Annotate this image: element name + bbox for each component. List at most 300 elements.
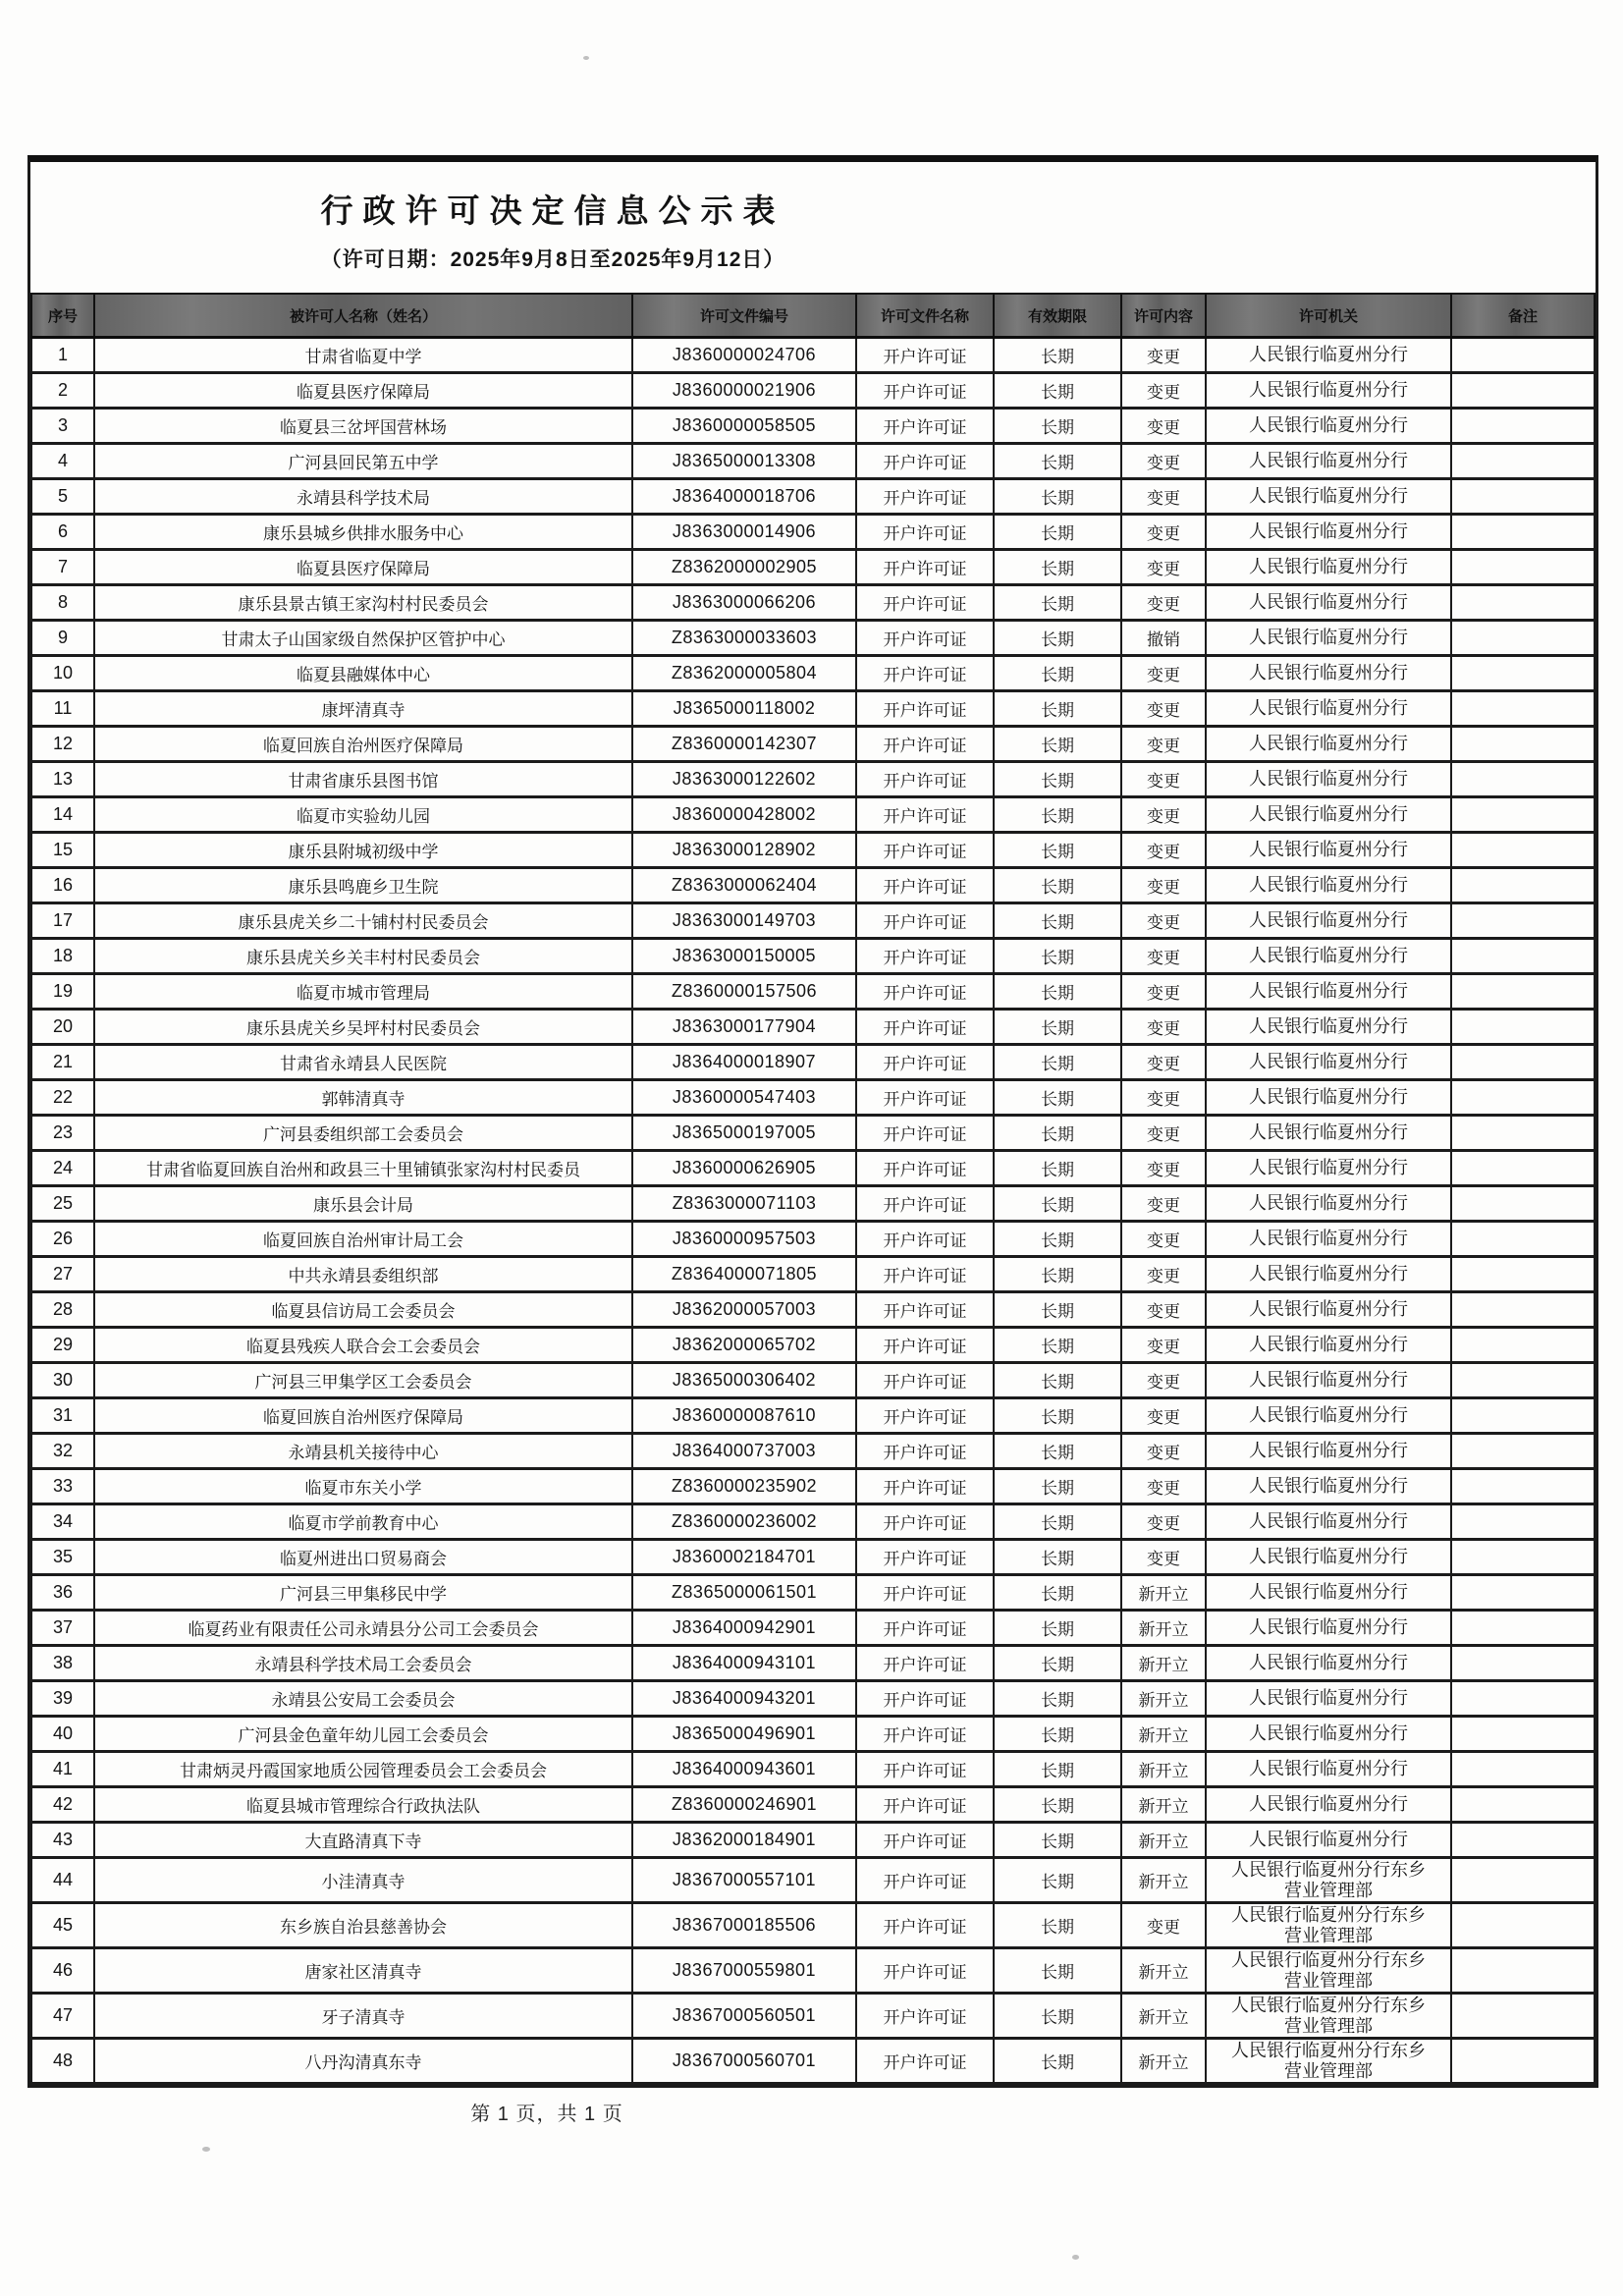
table-row <box>31 1646 1595 1681</box>
remark-cell <box>1451 1045 1595 1080</box>
license-number-cell: J8360000021906 <box>632 373 856 409</box>
table-row <box>31 1681 1595 1717</box>
authority-cell: 人民银行临夏州分行 <box>1206 1363 1451 1398</box>
authority-cell: 人民银行临夏州分行 <box>1206 1398 1451 1434</box>
serial-cell: 26 <box>31 1222 94 1257</box>
authority-cell: 人民银行临夏州分行 <box>1206 550 1451 585</box>
serial-cell: 23 <box>31 1116 94 1151</box>
validity-cell: 长期 <box>994 444 1121 479</box>
remark-cell <box>1451 1328 1595 1363</box>
permit-content-cell: 变更 <box>1121 515 1206 550</box>
permit-content-cell: 变更 <box>1121 1292 1206 1328</box>
remark-cell <box>1451 1752 1595 1787</box>
license-number-cell: Z8363000033603 <box>632 621 856 656</box>
license-doc-name-cell: 开户许可证 <box>856 727 994 762</box>
authority-cell: 人民银行临夏州分行 <box>1206 515 1451 550</box>
column-header-doc-name: 许可文件名称 <box>856 294 994 338</box>
license-number-cell: J8360000087610 <box>632 1398 856 1434</box>
licensee-name-cell: 康乐县附城初级中学 <box>94 833 632 868</box>
validity-cell: 长期 <box>994 1717 1121 1752</box>
authority-cell: 人民银行临夏州分行 <box>1206 409 1451 444</box>
license-doc-name-cell: 开户许可证 <box>856 1504 994 1540</box>
permit-content-cell: 变更 <box>1121 939 1206 974</box>
table-row <box>31 1858 1595 1903</box>
remark-cell <box>1451 585 1595 621</box>
table-row <box>31 762 1595 797</box>
licensee-name-cell: 唐家社区清真寺 <box>94 1948 632 1994</box>
validity-cell: 长期 <box>994 1469 1121 1504</box>
table-row <box>31 1363 1595 1398</box>
validity-cell: 长期 <box>994 2039 1121 2084</box>
permit-content-cell: 变更 <box>1121 1328 1206 1363</box>
authority-cell: 人民银行临夏州分行 <box>1206 1328 1451 1363</box>
table-row <box>31 1504 1595 1540</box>
license-number-cell: Z8365000061501 <box>632 1575 856 1611</box>
table-row <box>31 1823 1595 1858</box>
validity-cell: 长期 <box>994 338 1121 373</box>
serial-cell: 24 <box>31 1151 94 1186</box>
licensee-name-cell: 广河县回民第五中学 <box>94 444 632 479</box>
license-doc-name-cell: 开户许可证 <box>856 1469 994 1504</box>
permit-content-cell: 变更 <box>1121 373 1206 409</box>
authority-cell: 人民银行临夏州分行 <box>1206 1186 1451 1222</box>
permit-content-cell: 变更 <box>1121 1116 1206 1151</box>
permit-content-cell: 变更 <box>1121 409 1206 444</box>
licensee-name-cell: 临夏县融媒体中心 <box>94 656 632 691</box>
license-table <box>30 293 1596 2085</box>
authority-cell: 人民银行临夏州分行 <box>1206 1010 1451 1045</box>
license-number-cell: J8362000184901 <box>632 1823 856 1858</box>
serial-cell: 41 <box>31 1752 94 1787</box>
remark-cell <box>1451 1257 1595 1292</box>
license-doc-name-cell: 开户许可证 <box>856 1787 994 1823</box>
remark-cell <box>1451 727 1595 762</box>
remark-cell <box>1451 1010 1595 1045</box>
license-doc-name-cell: 开户许可证 <box>856 409 994 444</box>
license-number-cell: J8365000013308 <box>632 444 856 479</box>
table-row <box>31 1575 1595 1611</box>
license-doc-name-cell: 开户许可证 <box>856 974 994 1010</box>
permit-content-cell: 新开立 <box>1121 1681 1206 1717</box>
remark-cell <box>1451 373 1595 409</box>
remark-cell <box>1451 550 1595 585</box>
remark-cell <box>1451 444 1595 479</box>
table-row <box>31 1611 1595 1646</box>
permit-content-cell: 变更 <box>1121 338 1206 373</box>
remark-cell <box>1451 1994 1595 2039</box>
license-number-cell: J8367000557101 <box>632 1858 856 1903</box>
remark-cell <box>1451 1575 1595 1611</box>
licensee-name-cell: 临夏县残疾人联合会工会委员会 <box>94 1328 632 1363</box>
license-doc-name-cell: 开户许可证 <box>856 868 994 903</box>
permit-content-cell: 新开立 <box>1121 1994 1206 2039</box>
authority-cell: 人民银行临夏州分行 <box>1206 1752 1451 1787</box>
remark-cell <box>1451 1363 1595 1398</box>
license-number-cell: J8360000058505 <box>632 409 856 444</box>
license-doc-name-cell: 开户许可证 <box>856 1222 994 1257</box>
license-doc-name-cell: 开户许可证 <box>856 1045 994 1080</box>
serial-cell: 9 <box>31 621 94 656</box>
licensee-name-cell: 永靖县科学技术局工会委员会 <box>94 1646 632 1681</box>
license-doc-name-cell: 开户许可证 <box>856 621 994 656</box>
validity-cell: 长期 <box>994 1292 1121 1328</box>
table-row <box>31 373 1595 409</box>
licensee-name-cell: 永靖县公安局工会委员会 <box>94 1681 632 1717</box>
validity-cell: 长期 <box>994 903 1121 939</box>
validity-cell: 长期 <box>994 1540 1121 1575</box>
table-row <box>31 1994 1595 2039</box>
permit-content-cell: 新开立 <box>1121 1646 1206 1681</box>
authority-cell: 人民银行临夏州分行 <box>1206 868 1451 903</box>
license-number-cell: J8363000150005 <box>632 939 856 974</box>
validity-cell: 长期 <box>994 1363 1121 1398</box>
table-row <box>31 974 1595 1010</box>
license-doc-name-cell: 开户许可证 <box>856 762 994 797</box>
serial-cell: 30 <box>31 1363 94 1398</box>
validity-cell: 长期 <box>994 1257 1121 1292</box>
table-row <box>31 1717 1595 1752</box>
authority-cell: 人民银行临夏州分行 <box>1206 1504 1451 1540</box>
license-doc-name-cell: 开户许可证 <box>856 1186 994 1222</box>
license-number-cell: Z8360000142307 <box>632 727 856 762</box>
remark-cell <box>1451 621 1595 656</box>
authority-cell: 人民银行临夏州分行 <box>1206 479 1451 515</box>
validity-cell: 长期 <box>994 621 1121 656</box>
licensee-name-cell: 临夏市学前教育中心 <box>94 1504 632 1540</box>
remark-cell <box>1451 762 1595 797</box>
validity-cell: 长期 <box>994 727 1121 762</box>
validity-cell: 长期 <box>994 1434 1121 1469</box>
permit-content-cell: 新开立 <box>1121 1858 1206 1903</box>
serial-cell: 13 <box>31 762 94 797</box>
licensee-name-cell: 康乐县会计局 <box>94 1186 632 1222</box>
table-row <box>31 550 1595 585</box>
column-header-serial: 序号 <box>31 294 94 338</box>
serial-cell: 16 <box>31 868 94 903</box>
license-number-cell: Z8360000246901 <box>632 1787 856 1823</box>
license-doc-name-cell: 开户许可证 <box>856 1575 994 1611</box>
serial-cell: 29 <box>31 1328 94 1363</box>
table-row <box>31 833 1595 868</box>
serial-cell: 33 <box>31 1469 94 1504</box>
table-row <box>31 1010 1595 1045</box>
authority-cell: 人民银行临夏州分行 <box>1206 1469 1451 1504</box>
table-row <box>31 1292 1595 1328</box>
validity-cell: 长期 <box>994 868 1121 903</box>
serial-cell: 44 <box>31 1858 94 1903</box>
licensee-name-cell: 甘肃省永靖县人民医院 <box>94 1045 632 1080</box>
validity-cell: 长期 <box>994 656 1121 691</box>
remark-cell <box>1451 656 1595 691</box>
licensee-name-cell: 大直路清真下寺 <box>94 1823 632 1858</box>
remark-cell <box>1451 833 1595 868</box>
permit-content-cell: 变更 <box>1121 833 1206 868</box>
permit-content-cell: 新开立 <box>1121 1948 1206 1994</box>
validity-cell: 长期 <box>994 1222 1121 1257</box>
serial-cell: 10 <box>31 656 94 691</box>
serial-cell: 46 <box>31 1948 94 1994</box>
licensee-name-cell: 康乐县虎关乡二十铺村村民委员会 <box>94 903 632 939</box>
authority-cell: 人民银行临夏州分行 <box>1206 444 1451 479</box>
remark-cell <box>1451 479 1595 515</box>
validity-cell: 长期 <box>994 1328 1121 1363</box>
permit-content-cell: 变更 <box>1121 727 1206 762</box>
serial-cell: 11 <box>31 691 94 727</box>
licensee-name-cell: 临夏州进出口贸易商会 <box>94 1540 632 1575</box>
table-row <box>31 1222 1595 1257</box>
validity-cell: 长期 <box>994 762 1121 797</box>
license-doc-name-cell: 开户许可证 <box>856 585 994 621</box>
license-number-cell: Z8363000062404 <box>632 868 856 903</box>
authority-cell: 人民银行临夏州分行东乡营业管理部 <box>1206 1903 1451 1948</box>
licensee-name-cell: 康乐县城乡供排水服务中心 <box>94 515 632 550</box>
column-header-license-number: 许可文件编号 <box>632 294 856 338</box>
permit-content-cell: 变更 <box>1121 550 1206 585</box>
license-doc-name-cell: 开户许可证 <box>856 1823 994 1858</box>
license-number-cell: J8363000128902 <box>632 833 856 868</box>
authority-cell: 人民银行临夏州分行东乡营业管理部 <box>1206 2039 1451 2084</box>
validity-cell: 长期 <box>994 1186 1121 1222</box>
validity-cell: 长期 <box>994 1787 1121 1823</box>
validity-cell: 长期 <box>994 409 1121 444</box>
license-number-cell: Z8362000005804 <box>632 656 856 691</box>
serial-cell: 7 <box>31 550 94 585</box>
remark-cell <box>1451 1504 1595 1540</box>
license-number-cell: J8364000018907 <box>632 1045 856 1080</box>
remark-cell <box>1451 2039 1595 2084</box>
authority-cell: 人民银行临夏州分行 <box>1206 1787 1451 1823</box>
licensee-name-cell: 临夏回族自治州审计局工会 <box>94 1222 632 1257</box>
scan-artifact <box>583 56 589 60</box>
table-row <box>31 1186 1595 1222</box>
license-number-cell: Z8362000002905 <box>632 550 856 585</box>
table-row <box>31 479 1595 515</box>
authority-cell: 人民银行临夏州分行 <box>1206 903 1451 939</box>
remark-cell <box>1451 939 1595 974</box>
license-doc-name-cell: 开户许可证 <box>856 1717 994 1752</box>
permit-content-cell: 变更 <box>1121 797 1206 833</box>
remark-cell <box>1451 974 1595 1010</box>
validity-cell: 长期 <box>994 1752 1121 1787</box>
remark-cell <box>1451 1292 1595 1328</box>
serial-cell: 25 <box>31 1186 94 1222</box>
serial-cell: 4 <box>31 444 94 479</box>
license-doc-name-cell: 开户许可证 <box>856 1903 994 1948</box>
licensee-name-cell: 临夏县医疗保障局 <box>94 550 632 585</box>
table-row <box>31 409 1595 444</box>
validity-cell: 长期 <box>994 1398 1121 1434</box>
authority-cell: 人民银行临夏州分行 <box>1206 1823 1451 1858</box>
validity-cell: 长期 <box>994 833 1121 868</box>
serial-cell: 18 <box>31 939 94 974</box>
licensee-name-cell: 临夏回族自治州医疗保障局 <box>94 1398 632 1434</box>
license-doc-name-cell: 开户许可证 <box>856 338 994 373</box>
license-doc-name-cell: 开户许可证 <box>856 1681 994 1717</box>
page-number: 第 1 页，共 1 页 <box>470 2104 623 2125</box>
license-number-cell: J8362000057003 <box>632 1292 856 1328</box>
permit-content-cell: 变更 <box>1121 1540 1206 1575</box>
column-header-validity: 有效期限 <box>994 294 1121 338</box>
table-row <box>31 621 1595 656</box>
permit-content-cell: 变更 <box>1121 1903 1206 1948</box>
validity-cell: 长期 <box>994 1575 1121 1611</box>
validity-cell: 长期 <box>994 939 1121 974</box>
license-number-cell: J8365000306402 <box>632 1363 856 1398</box>
validity-cell: 长期 <box>994 1948 1121 1994</box>
permit-content-cell: 新开立 <box>1121 1717 1206 1752</box>
validity-cell: 长期 <box>994 1611 1121 1646</box>
remark-cell <box>1451 1116 1595 1151</box>
permit-content-cell: 新开立 <box>1121 1823 1206 1858</box>
scan-artifact <box>1072 2255 1079 2260</box>
license-number-cell: Z8360000235902 <box>632 1469 856 1504</box>
licensee-name-cell: 临夏药业有限责任公司永靖县分公司工会委员会 <box>94 1611 632 1646</box>
license-doc-name-cell: 开户许可证 <box>856 1328 994 1363</box>
authority-cell: 人民银行临夏州分行 <box>1206 762 1451 797</box>
authority-cell: 人民银行临夏州分行 <box>1206 1222 1451 1257</box>
license-doc-name-cell: 开户许可证 <box>856 1292 994 1328</box>
table-row <box>31 868 1595 903</box>
license-doc-name-cell: 开户许可证 <box>856 833 994 868</box>
validity-cell: 长期 <box>994 550 1121 585</box>
license-number-cell: J8360000024706 <box>632 338 856 373</box>
table-row <box>31 585 1595 621</box>
license-doc-name-cell: 开户许可证 <box>856 1080 994 1116</box>
license-doc-name-cell: 开户许可证 <box>856 1116 994 1151</box>
license-number-cell: J8367000560501 <box>632 1994 856 2039</box>
permit-content-cell: 变更 <box>1121 479 1206 515</box>
table-row <box>31 1434 1595 1469</box>
license-number-cell: J8365000496901 <box>632 1717 856 1752</box>
serial-cell: 12 <box>31 727 94 762</box>
permit-content-cell: 新开立 <box>1121 1611 1206 1646</box>
table-row <box>31 1257 1595 1292</box>
authority-cell: 人民银行临夏州分行 <box>1206 797 1451 833</box>
license-number-cell: J8363000149703 <box>632 903 856 939</box>
validity-cell: 长期 <box>994 1504 1121 1540</box>
serial-cell: 35 <box>31 1540 94 1575</box>
validity-cell: 长期 <box>994 691 1121 727</box>
licensee-name-cell: 永靖县机关接待中心 <box>94 1434 632 1469</box>
serial-cell: 37 <box>31 1611 94 1646</box>
license-doc-name-cell: 开户许可证 <box>856 1151 994 1186</box>
validity-cell: 长期 <box>994 373 1121 409</box>
table-row <box>31 338 1595 373</box>
license-number-cell: J8367000185506 <box>632 1903 856 1948</box>
table-row <box>31 1116 1595 1151</box>
serial-cell: 27 <box>31 1257 94 1292</box>
license-doc-name-cell: 开户许可证 <box>856 1948 994 1994</box>
permit-content-cell: 撤销 <box>1121 621 1206 656</box>
license-doc-name-cell: 开户许可证 <box>856 1611 994 1646</box>
table-row <box>31 939 1595 974</box>
scan-artifact <box>202 2147 210 2152</box>
license-doc-name-cell: 开户许可证 <box>856 1363 994 1398</box>
serial-cell: 45 <box>31 1903 94 1948</box>
licensee-name-cell: 甘肃炳灵丹霞国家地质公园管理委员会工会委员会 <box>94 1752 632 1787</box>
table-row <box>31 656 1595 691</box>
permit-content-cell: 变更 <box>1121 903 1206 939</box>
validity-cell: 长期 <box>994 1045 1121 1080</box>
serial-cell: 1 <box>31 338 94 373</box>
licensee-name-cell: 永靖县科学技术局 <box>94 479 632 515</box>
serial-cell: 47 <box>31 1994 94 2039</box>
serial-cell: 42 <box>31 1787 94 1823</box>
serial-cell: 28 <box>31 1292 94 1328</box>
table-row <box>31 444 1595 479</box>
remark-cell <box>1451 1611 1595 1646</box>
authority-cell: 人民银行临夏州分行 <box>1206 585 1451 621</box>
column-header-licensee-name: 被许可人名称（姓名） <box>94 294 632 338</box>
table-row <box>31 515 1595 550</box>
table-row <box>31 1328 1595 1363</box>
table-row <box>31 2039 1595 2084</box>
permit-content-cell: 变更 <box>1121 585 1206 621</box>
license-number-cell: Z8364000071805 <box>632 1257 856 1292</box>
table-row <box>31 1080 1595 1116</box>
authority-cell: 人民银行临夏州分行 <box>1206 974 1451 1010</box>
license-doc-name-cell: 开户许可证 <box>856 2039 994 2084</box>
remark-cell <box>1451 1186 1595 1222</box>
license-doc-name-cell: 开户许可证 <box>856 1858 994 1903</box>
licensee-name-cell: 康乐县虎关乡吴坪村村民委员会 <box>94 1010 632 1045</box>
table-row <box>31 1903 1595 1948</box>
license-number-cell: J8360000957503 <box>632 1222 856 1257</box>
authority-cell: 人民银行临夏州分行 <box>1206 1292 1451 1328</box>
table-row <box>31 903 1595 939</box>
remark-cell <box>1451 1469 1595 1504</box>
licensee-name-cell: 甘肃省康乐县图书馆 <box>94 762 632 797</box>
authority-cell: 人民银行临夏州分行 <box>1206 1045 1451 1080</box>
permit-content-cell: 变更 <box>1121 1504 1206 1540</box>
serial-cell: 38 <box>31 1646 94 1681</box>
authority-cell: 人民银行临夏州分行东乡营业管理部 <box>1206 1858 1451 1903</box>
serial-cell: 14 <box>31 797 94 833</box>
licensee-name-cell: 甘肃太子山国家级自然保护区管护中心 <box>94 621 632 656</box>
authority-cell: 人民银行临夏州分行 <box>1206 1434 1451 1469</box>
remark-cell <box>1451 1222 1595 1257</box>
remark-cell <box>1451 515 1595 550</box>
licensee-name-cell: 中共永靖县委组织部 <box>94 1257 632 1292</box>
authority-cell: 人民银行临夏州分行 <box>1206 1257 1451 1292</box>
license-number-cell: Z8360000157506 <box>632 974 856 1010</box>
licensee-name-cell: 临夏市实验幼儿园 <box>94 797 632 833</box>
serial-cell: 36 <box>31 1575 94 1611</box>
permit-content-cell: 变更 <box>1121 1186 1206 1222</box>
licensee-name-cell: 康乐县虎关乡关丰村村民委员会 <box>94 939 632 974</box>
validity-cell: 长期 <box>994 1080 1121 1116</box>
permit-content-cell: 变更 <box>1121 691 1206 727</box>
validity-cell: 长期 <box>994 585 1121 621</box>
licensee-name-cell: 广河县三甲集移民中学 <box>94 1575 632 1611</box>
authority-cell: 人民银行临夏州分行 <box>1206 691 1451 727</box>
remark-cell <box>1451 797 1595 833</box>
table-header-row <box>31 294 1595 338</box>
table-row <box>31 797 1595 833</box>
table-row <box>31 1787 1595 1823</box>
license-doc-name-cell: 开户许可证 <box>856 1010 994 1045</box>
document-frame <box>27 155 1598 2088</box>
license-doc-name-cell: 开户许可证 <box>856 373 994 409</box>
licensee-name-cell: 牙子清真寺 <box>94 1994 632 2039</box>
licensee-name-cell: 临夏县城市管理综合行政执法队 <box>94 1787 632 1823</box>
validity-cell: 长期 <box>994 1681 1121 1717</box>
authority-cell: 人民银行临夏州分行 <box>1206 1717 1451 1752</box>
remark-cell <box>1451 1151 1595 1186</box>
permit-content-cell: 变更 <box>1121 1010 1206 1045</box>
license-doc-name-cell: 开户许可证 <box>856 444 994 479</box>
license-doc-name-cell: 开户许可证 <box>856 515 994 550</box>
